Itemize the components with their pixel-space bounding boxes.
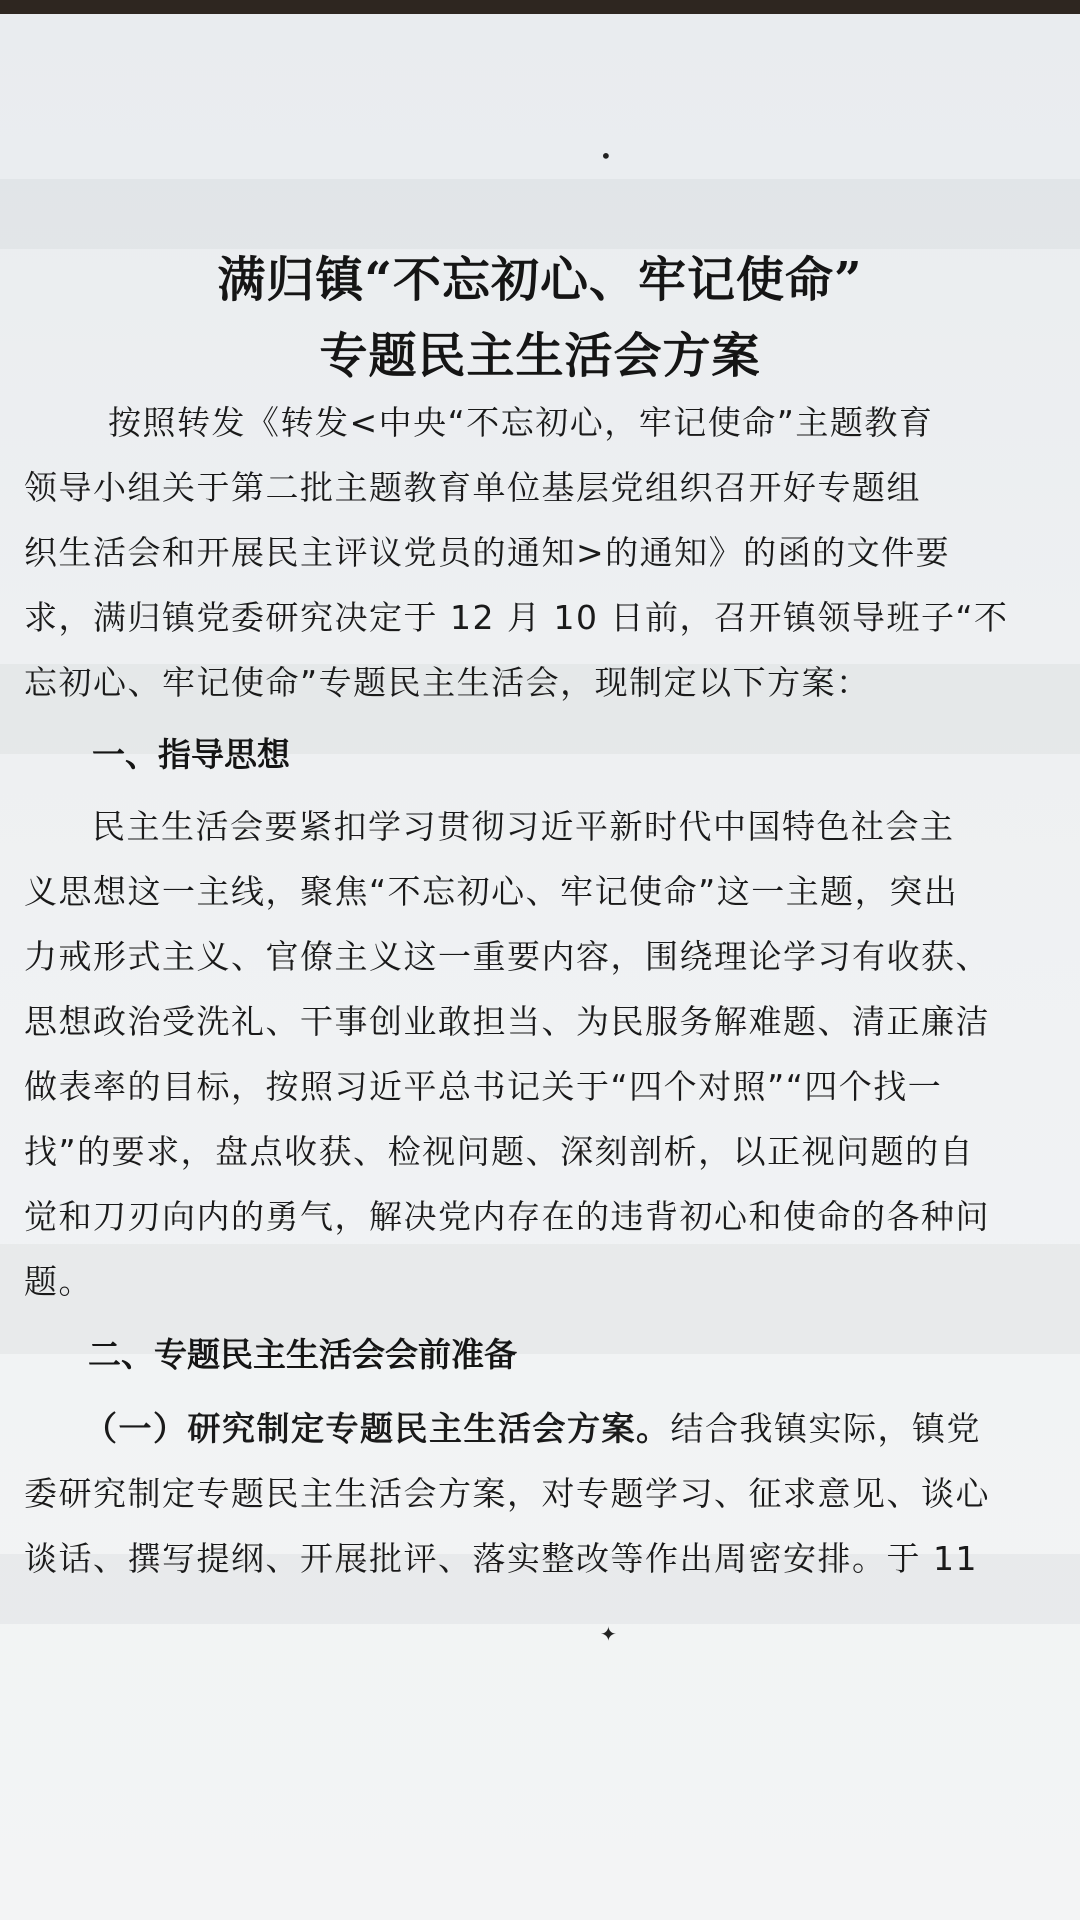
paper-speck: • (600, 144, 612, 168)
section1-line: 民主生活会要紧扣学习贯彻习近平新时代中国特色社会主 (92, 807, 955, 846)
section1-line: 力戒形式主义、官僚主义这一重要内容，围绕理论学习有收获、 (24, 937, 990, 976)
section2-line: 委研究制定专题民主生活会方案，对专题学习、征求意见、谈心 (24, 1474, 990, 1513)
section1-line: 思想政治受洗礼、干事创业敢担当、为民服务解难题、清正廉洁 (24, 1002, 990, 1041)
document-title-line1: 满归镇“不忘初心、牢记使命” (217, 252, 863, 308)
paper-speck: ✦ (600, 1622, 617, 1646)
section1-line: 题。 (24, 1262, 93, 1301)
intro-line: 织生活会和开展民主评议党员的通知>的通知》的函的文件要 (24, 533, 951, 572)
subsection-line (84, 1409, 981, 1448)
section1-line: 找”的要求，盘点收获、检视问题、深刻剖析，以正视问题的自 (24, 1132, 975, 1171)
section-heading-guiding-ideology: 一、指导思想 (92, 735, 290, 774)
subsection-heading-plan: （一）研究制定专题民主生活会方案。 (84, 1409, 671, 1448)
subsection-text: 结合我镇实际，镇党 (670, 1409, 981, 1448)
intro-line: 求，满归镇党委研究决定于 12 月 10 日前，召开镇领导班子“不 (24, 598, 1009, 637)
section1-line: 义思想这一主线，聚焦“不忘初心、牢记使命”这一主题，突出 (24, 872, 959, 911)
section1-line: 觉和刀刃向内的勇气，解决党内存在的违背初心和使命的各种问 (24, 1197, 990, 1236)
document-title-line2: 专题民主生活会方案 (319, 328, 761, 384)
bleed-through-band (0, 179, 1080, 249)
section1-line: 做表率的目标，按照习近平总书记关于“四个对照”“四个找一 (24, 1067, 943, 1106)
intro-line: 忘初心、牢记使命”专题民主生活会，现制定以下方案： (24, 663, 871, 702)
section-heading-preparation: 二、专题民主生活会会前准备 (88, 1335, 517, 1374)
intro-line: 按照转发《转发<中央“不忘初心，牢记使命”主题教育 (108, 403, 934, 442)
document-page (0, 14, 1080, 1920)
intro-line: 领导小组关于第二批主题教育单位基层党组织召开好专题组 (24, 468, 921, 507)
section2-line: 谈话、撰写提纲、开展批评、落实整改等作出周密安排。于 11 (24, 1539, 978, 1578)
